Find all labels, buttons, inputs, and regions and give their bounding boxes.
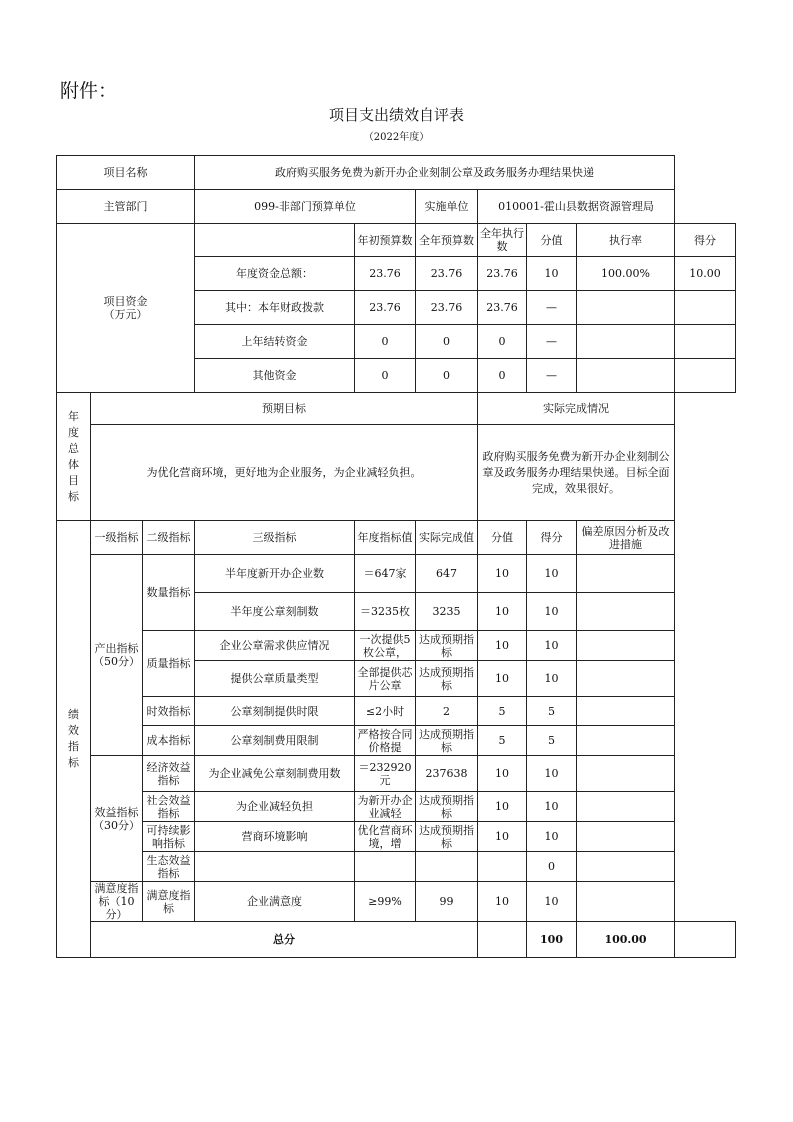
actual-cell: 达成预期指标 (416, 792, 478, 822)
indicators-label-char: 绩 (68, 708, 79, 721)
actual-cell: 99 (416, 882, 478, 922)
total-value: 100 (527, 922, 577, 958)
l3-cell: 提供公章质量类型 (195, 661, 355, 697)
score-cell: 10 (527, 593, 577, 631)
l3-cell: 半年度公章刻制数 (195, 593, 355, 631)
funds-cell: — (527, 291, 577, 325)
header-note: 偏差原因分析及改进措施 (577, 521, 675, 555)
dept-value: 099-非部门预算单位 (195, 190, 416, 224)
total-score: 100.00 (577, 922, 675, 958)
funds-cell: 10.00 (675, 257, 736, 291)
actual-cell (416, 852, 478, 882)
funds-cell: 0 (478, 325, 527, 359)
note-cell (577, 792, 675, 822)
note-cell (577, 631, 675, 661)
expected-goal-header: 预期目标 (91, 393, 478, 425)
indicators-label-char: 指 (68, 740, 79, 753)
funds-row-name: 其他资金 (195, 359, 355, 393)
l3-cell: 为企业减轻负担 (195, 792, 355, 822)
value-cell: 10 (478, 631, 527, 661)
header-l1: 一级指标 (91, 521, 143, 555)
header-l2: 二级指标 (143, 521, 195, 555)
funds-cell: 23.76 (416, 257, 478, 291)
score-cell: 10 (527, 756, 577, 792)
header-value: 分值 (478, 521, 527, 555)
dept-label: 主管部门 (57, 190, 195, 224)
total-note-blank (675, 922, 736, 958)
value-cell: 10 (478, 555, 527, 593)
l2-economic: 经济效益指标 (143, 756, 195, 792)
note-cell (577, 756, 675, 792)
funds-cell (675, 325, 736, 359)
goals-label-char: 体 (68, 457, 79, 471)
score-cell: 10 (527, 631, 577, 661)
funds-cell: 23.76 (416, 291, 478, 325)
funds-cell (675, 359, 736, 393)
score-cell: 10 (527, 882, 577, 922)
l2-sustainable: 可持续影响指标 (143, 822, 195, 852)
target-cell: 全部提供芯片公章 (355, 661, 416, 697)
note-cell (577, 697, 675, 726)
score-cell: 10 (527, 555, 577, 593)
funds-label-line1: 项目资金 (103, 295, 148, 308)
funds-label (57, 224, 195, 393)
header-target: 年度指标值 (355, 521, 416, 555)
l1-benefit: 效益指标（30分） (91, 756, 143, 882)
l3-cell: 企业满意度 (195, 882, 355, 922)
funds-cell: — (527, 325, 577, 359)
l3-cell: 为企业减免公章刻制费用数 (195, 756, 355, 792)
funds-label-line2: （万元） (103, 308, 148, 321)
funds-cell (577, 291, 675, 325)
funds-cell: 10 (527, 257, 577, 291)
header-l3: 三级指标 (195, 521, 355, 555)
note-cell (577, 822, 675, 852)
value-cell: 5 (478, 697, 527, 726)
funds-cell: 23.76 (478, 291, 527, 325)
funds-cell: 0 (355, 359, 416, 393)
l3-cell: 营商环境影响 (195, 822, 355, 852)
note-cell (577, 555, 675, 593)
funds-cell: 0 (355, 325, 416, 359)
year-subtitle: （2022年度） (363, 132, 430, 143)
note-cell (577, 661, 675, 697)
funds-header-rate: 执行率 (577, 224, 675, 257)
funds-cell: 100.00% (577, 257, 675, 291)
l1-satisfaction: 满意度指标（10分） (91, 882, 143, 922)
goals-vertical-label (57, 393, 91, 521)
target-cell: 严格按合同价格提 (355, 726, 416, 756)
goals-label-char: 度 (68, 425, 79, 439)
funds-cell: 23.76 (355, 291, 416, 325)
funds-cell (577, 325, 675, 359)
value-cell: 10 (478, 593, 527, 631)
project-name: 政府购买服务免费为新开办企业刻制公章及政务服务办理结果快递 (195, 156, 675, 190)
target-cell: ≤2小时 (355, 697, 416, 726)
actual-cell: 2 (416, 697, 478, 726)
score-cell: 5 (527, 726, 577, 756)
score-cell: 0 (527, 852, 577, 882)
value-cell (478, 852, 527, 882)
l1-output: 产出指标（50分） (91, 555, 143, 756)
note-cell (577, 882, 675, 922)
indicators-label-char: 标 (68, 756, 79, 769)
impl-label: 实施单位 (416, 190, 478, 224)
note-cell (577, 726, 675, 756)
l3-cell: 企业公章需求供应情况 (195, 631, 355, 661)
score-cell: 5 (527, 697, 577, 726)
funds-header-score: 得分 (675, 224, 736, 257)
funds-header-score-value: 分值 (527, 224, 577, 257)
l2-quality: 质量指标 (143, 631, 195, 697)
funds-header-executed: 全年执行数 (478, 224, 527, 257)
indicators-label-char: 效 (68, 724, 79, 737)
value-cell: 10 (478, 882, 527, 922)
actual-cell: 237638 (416, 756, 478, 792)
funds-cell: — (527, 359, 577, 393)
total-actual-blank (478, 922, 527, 958)
funds-cell (577, 359, 675, 393)
attachment-label: 附件： (60, 80, 118, 102)
l2-timeliness: 时效指标 (143, 697, 195, 726)
l3-cell: 半年度新开办企业数 (195, 555, 355, 593)
l2-cost: 成本指标 (143, 726, 195, 756)
l2-social: 社会效益指标 (143, 792, 195, 822)
target-cell: 一次提供5枚公章， (355, 631, 416, 661)
actual-cell: 达成预期指标 (416, 631, 478, 661)
actual-cell: 达成预期指标 (416, 726, 478, 756)
total-label: 总分 (91, 922, 478, 958)
project-name-label: 项目名称 (57, 156, 195, 190)
impl-value: 010001-霍山县数据资源管理局 (478, 190, 675, 224)
funds-cell: 23.76 (478, 257, 527, 291)
expected-goal-text: 为优化营商环境，更好地为企业服务，为企业减轻负担。 (91, 425, 478, 521)
score-cell: 10 (527, 661, 577, 697)
funds-header-initial: 年初预算数 (355, 224, 416, 257)
score-cell: 10 (527, 792, 577, 822)
target-cell: ≥99% (355, 882, 416, 922)
funds-cell (675, 291, 736, 325)
l2-satisfaction: 满意度指标 (143, 882, 195, 922)
actual-cell: 647 (416, 555, 478, 593)
l2-quantity: 数量指标 (143, 555, 195, 631)
page-title: 项目支出绩效自评表 (328, 106, 464, 124)
actual-cell: 达成预期指标 (416, 822, 478, 852)
value-cell: 10 (478, 756, 527, 792)
performance-table (56, 155, 736, 958)
goals-label-char: 总 (68, 441, 79, 455)
value-cell: 10 (478, 792, 527, 822)
l2-ecological: 生态效益指标 (143, 852, 195, 882)
funds-row-name: 上年结转资金 (195, 325, 355, 359)
goals-label-char: 目 (68, 473, 79, 487)
target-cell: ＝232920元 (355, 756, 416, 792)
target-cell: ＝3235枚 (355, 593, 416, 631)
actual-goal-header: 实际完成情况 (478, 393, 675, 425)
actual-cell: 3235 (416, 593, 478, 631)
header-actual: 实际完成值 (416, 521, 478, 555)
target-cell (355, 852, 416, 882)
note-cell (577, 852, 675, 882)
header-score: 得分 (527, 521, 577, 555)
funds-row-name: 年度资金总额： (195, 257, 355, 291)
note-cell (577, 593, 675, 631)
actual-goal-text: 政府购买服务免费为新开办企业刻制公章及政务服务办理结果快递。目标全面完成，效果很好。 (478, 425, 675, 521)
target-cell: 优化营商环境，增 (355, 822, 416, 852)
funds-cell: 0 (416, 359, 478, 393)
l3-cell: 公章刻制提供时限 (195, 697, 355, 726)
value-cell: 10 (478, 661, 527, 697)
indicators-vertical-label (57, 521, 91, 958)
funds-cell: 0 (478, 359, 527, 393)
l3-cell: 公章刻制费用限制 (195, 726, 355, 756)
funds-blank-header (195, 224, 355, 257)
goals-label-char: 年 (68, 409, 79, 423)
funds-cell: 0 (416, 325, 478, 359)
value-cell: 10 (478, 822, 527, 852)
funds-header-annual: 全年预算数 (416, 224, 478, 257)
value-cell: 5 (478, 726, 527, 756)
funds-cell: 23.76 (355, 257, 416, 291)
score-cell: 10 (527, 822, 577, 852)
actual-cell: 达成预期指标 (416, 661, 478, 697)
target-cell: 为新开办企业减轻 (355, 792, 416, 822)
funds-row-name: 其中：本年财政拨款 (195, 291, 355, 325)
target-cell: ＝647家 (355, 555, 416, 593)
l3-cell (195, 852, 355, 882)
goals-label-char: 标 (68, 489, 79, 503)
